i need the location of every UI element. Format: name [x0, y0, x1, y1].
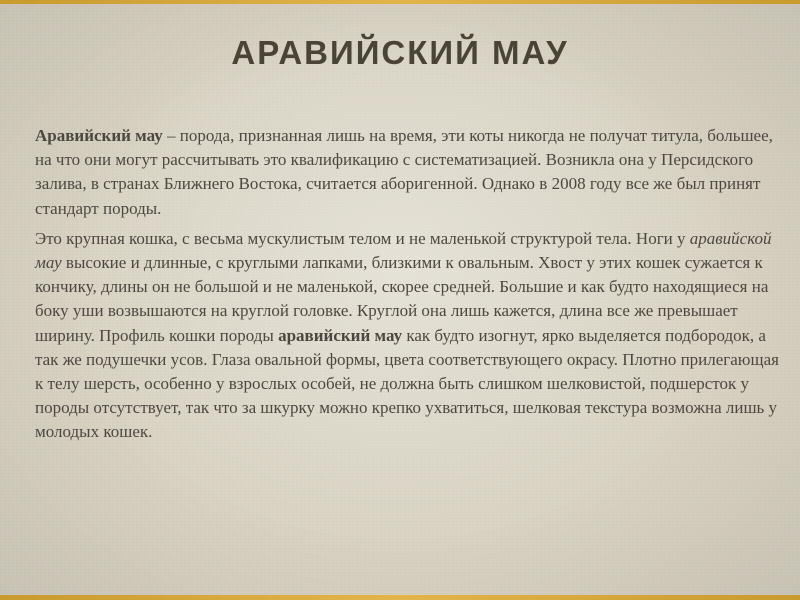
breed-name-bold: Аравийский мау — [35, 126, 163, 145]
paragraph-intro-text: – порода, признанная лишь на время, эти коты никогда не получат титула, большее, на что они могут рассчитывать это квалификацию с систематизацией. Возникла она у Персидского залива, в странах Ближнего Востока, считается аборигенной. Однако в 2008 году все же был принят стандарт породы. — [35, 126, 773, 218]
paragraph-intro — [35, 124, 779, 221]
paragraph-description-text-a: Это крупная кошка, с весьма мускулистым телом и не маленькой структурой тела. Ноги у — [35, 228, 690, 248]
slide-title: АРАВИЙСКИЙ МАУ — [231, 34, 569, 71]
top-accent-border — [0, 0, 800, 4]
breed-name-italic: аравийской мау — [35, 228, 772, 273]
paragraph-description — [35, 227, 779, 445]
paragraph-description-text-c: как будто изогнут, ярко выделяется подбородок, а так же подушечки усов. Глаза овальной формы, цвета соответствующего окрасу. Плотно прилегающая к телу шерсть, особенно у взрослых особей, не должна быть слишком шелковистой, подшерсток у породы отсутствует, так что за шкурку можно крепко ухватиться, шелковая текстура возможна лишь у молодых кошек. — [35, 325, 779, 442]
bottom-accent-border — [0, 595, 800, 600]
breed-name-bold-inline: аравийский мау — [278, 325, 403, 345]
slide-body — [35, 124, 779, 445]
paragraph-description-text-b: высокие и длинные, с круглыми лапками, близкими к овальным. Хвост у этих кошек сужается к кончику, длины он не большой и не маленькой, скорее средней. Большие и как будто находящиеся на боку уши возвышаются на круглой головке. Круглой она лишь кажется, длина все же превышает ширину. Профиль кошки породы — [35, 253, 769, 345]
